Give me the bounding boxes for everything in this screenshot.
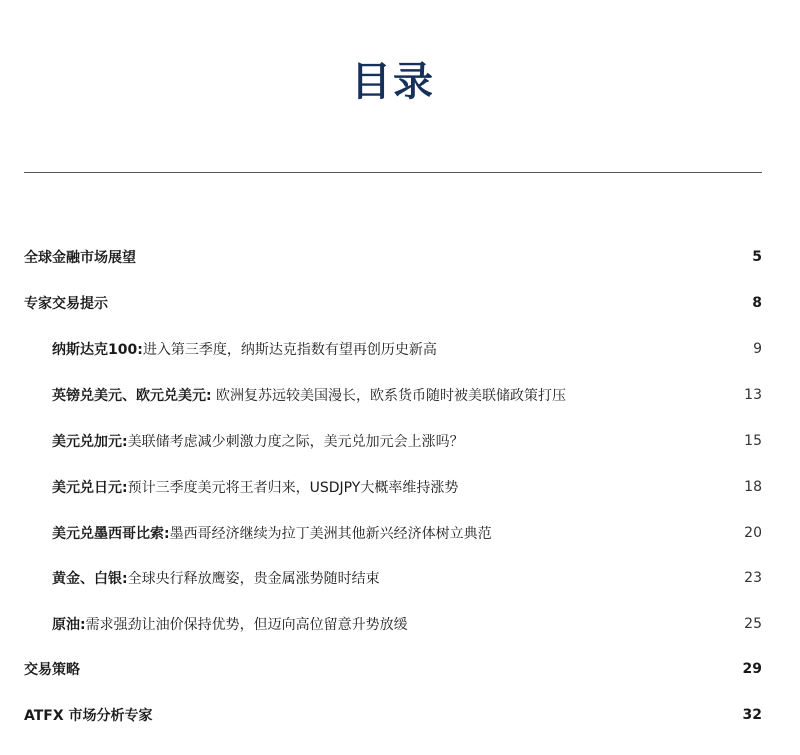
toc-entry-separator: : xyxy=(122,571,128,587)
title-divider xyxy=(24,172,762,173)
toc-entry-trading-strategy[interactable] xyxy=(24,657,762,681)
toc-entry-page: 5 xyxy=(752,249,762,265)
toc-entry-head: 黄金、白银 xyxy=(52,571,122,587)
page-title: 目录 xyxy=(351,59,435,105)
toc-entry-page: 32 xyxy=(742,707,762,723)
toc-entry-title xyxy=(52,523,732,543)
toc-entry-title: ATFX 市场分析专家 xyxy=(24,708,153,724)
toc-entry-desc: 预计三季度美元将王者归来，USDJPY大概率维持涨势 xyxy=(127,480,459,496)
toc-entry-page: 8 xyxy=(752,295,762,311)
toc-entry-desc: 墨西哥经济继续为拉丁美洲其他新兴经济体树立典范 xyxy=(169,526,492,542)
toc-entry-title: 全球金融市场展望 xyxy=(24,250,136,266)
toc-entry-separator: : xyxy=(206,388,212,404)
toc-entry-expert-tips[interactable] xyxy=(24,291,762,315)
toc-entry-desc: 美联储考虑减少刺激力度之际，美元兑加元会上涨吗？ xyxy=(127,434,464,450)
toc-entry-separator: : xyxy=(137,342,143,358)
toc-entry-head: 美元兑加元 xyxy=(52,434,122,450)
toc-entry-title xyxy=(52,477,732,497)
toc-entry-head: 纳斯达克100 xyxy=(52,342,138,358)
toc-entry-desc: 全球央行释放鹰姿，贵金属涨势随时结束 xyxy=(127,571,380,587)
toc-entry-title xyxy=(52,614,732,634)
toc-entry-head: 美元兑墨西哥比索 xyxy=(52,526,164,542)
toc-entry-head: 美元兑日元 xyxy=(52,480,122,496)
toc-entry-usdjpy[interactable] xyxy=(52,475,762,499)
toc-entry-separator: : xyxy=(164,526,170,542)
toc-entry-page: 9 xyxy=(753,341,762,357)
toc-entry-separator: : xyxy=(122,480,128,496)
toc-entry-title xyxy=(52,568,732,588)
toc-entry-desc: 欧洲复苏远较美国漫长，欧系货币随时被美联储政策打压 xyxy=(211,388,567,404)
toc-entry-nasdaq[interactable] xyxy=(52,337,762,361)
toc-entry-desc: 进入第三季度，纳斯达克指数有望再创历史新高 xyxy=(142,342,437,358)
toc-entry-title: 专家交易提示 xyxy=(24,296,108,312)
toc-entry-separator: : xyxy=(80,617,86,633)
toc-entry-title xyxy=(52,385,732,405)
toc-entry-gbpusd-eurusd[interactable] xyxy=(52,383,762,407)
toc-entry-page: 25 xyxy=(744,616,762,632)
toc-entry-page: 29 xyxy=(742,661,762,677)
toc-entry-title xyxy=(52,431,732,451)
toc-entry-global-outlook[interactable] xyxy=(24,245,762,269)
toc-entry-usdcad[interactable] xyxy=(52,429,762,453)
toc-entry-head: 英镑兑美元、欧元兑美元 xyxy=(52,388,206,404)
toc-entry-crude-oil[interactable] xyxy=(52,612,762,636)
toc-entry-page: 18 xyxy=(744,479,762,495)
toc-entry-desc: 需求强劲让油价保持优势，但迈向高位留意升势放缓 xyxy=(85,617,408,633)
toc-entry-atfx-experts[interactable] xyxy=(24,703,762,727)
toc-entry-usdmxn[interactable] xyxy=(52,521,762,545)
toc-entry-head: 原油 xyxy=(52,617,80,633)
toc-entry-page: 23 xyxy=(744,570,762,586)
toc-entry-gold-silver[interactable] xyxy=(52,566,762,590)
toc-entry-page: 13 xyxy=(744,387,762,403)
toc-entry-separator: : xyxy=(122,434,128,450)
toc-entry-title: 交易策略 xyxy=(24,662,80,678)
toc-entry-page: 15 xyxy=(744,433,762,449)
toc-entry-page: 20 xyxy=(744,525,762,541)
toc-entry-title xyxy=(52,339,732,359)
